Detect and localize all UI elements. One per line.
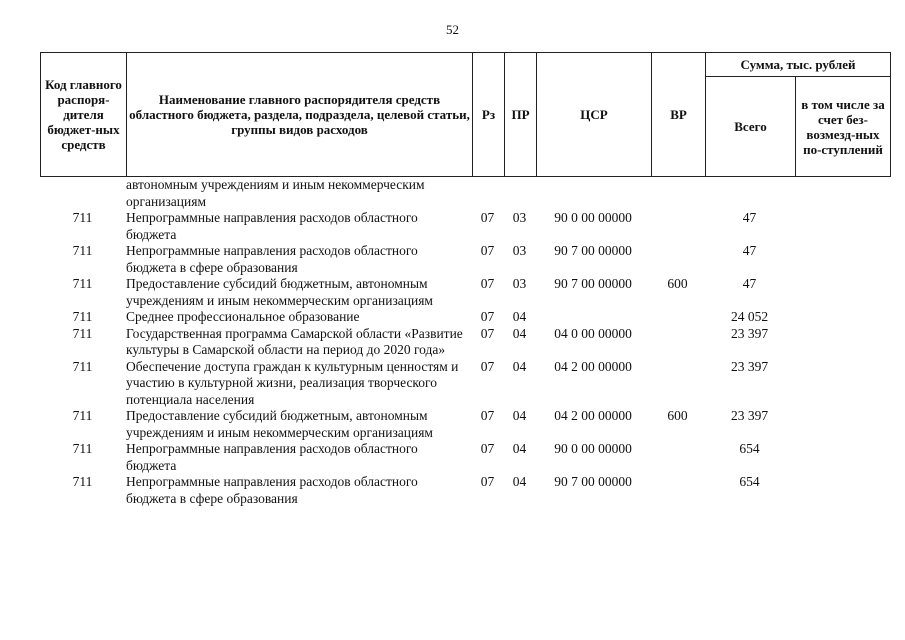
cell-pr: 03 (512, 210, 527, 225)
cell-csr: 90 7 00 00000 (554, 243, 632, 258)
cell-rz: 07 (480, 358, 495, 374)
header-pr: ПР (505, 53, 537, 177)
table-row (40, 177, 890, 210)
table-row (40, 408, 890, 441)
cell-name: Предоставление субсидий бюджетным, автономным учреждениям и иным некоммерческим организациям (126, 276, 433, 308)
cell-pr: 03 (512, 243, 527, 258)
header-name: Наименование главного распорядителя средств областного бюджета, раздела, подраздела, целевой статьи, группы видов расходов (127, 53, 473, 177)
cell-total: 23 397 (730, 358, 769, 374)
header-vr: ВР (652, 53, 706, 177)
cell-csr: 90 7 00 00000 (554, 276, 632, 291)
cell-total: 47 (742, 276, 757, 291)
cell-code: 711 (72, 276, 93, 291)
header-code: Код главного распоря-дителя бюджет-ных средств (41, 53, 127, 177)
cell-total: 654 (739, 474, 760, 489)
cell-name: Предоставление субсидий бюджетным, автономным учреждениям и иным некоммерческим организациям (126, 408, 433, 440)
cell-csr: 90 0 00 00000 (554, 441, 632, 456)
cell-name: Непрограммные направления расходов областного бюджета в сфере образования (126, 243, 418, 275)
cell-code: 711 (72, 474, 93, 489)
cell-code: 711 (72, 408, 93, 423)
cell-csr: 90 0 00 00000 (554, 210, 632, 225)
cell-rz: 07 (480, 325, 495, 341)
cell-name: автономным учреждениям и иным некоммерческим организациям (126, 177, 425, 209)
table-row (40, 243, 890, 276)
header-csr: ЦСР (537, 53, 652, 177)
table-row (40, 326, 890, 359)
cell-pr: 04 (512, 325, 527, 341)
cell-name: Государственная программа Самарской области «Развитие культуры в Самарской области на период до 2020 года» (126, 325, 463, 357)
cell-rz: 07 (480, 408, 495, 423)
cell-code: 711 (72, 358, 93, 374)
cell-rz: 07 (480, 309, 495, 324)
table-row (40, 210, 890, 243)
cell-code: 711 (72, 243, 93, 258)
header-total: Всего (706, 77, 796, 177)
cell-name: Среднее профессиональное образование (126, 309, 360, 324)
cell-name: Непрограммные направления расходов областного бюджета (126, 441, 418, 473)
table-row (40, 441, 890, 474)
cell-name: Непрограммные направления расходов областного бюджета (126, 210, 418, 242)
cell-total: 654 (739, 441, 760, 456)
header-rz: Рз (473, 53, 505, 177)
table-row (40, 359, 890, 409)
cell-code: 711 (72, 441, 93, 456)
cell-name: Непрограммные направления расходов областного бюджета в сфере образования (126, 474, 418, 506)
cell-rz: 07 (480, 276, 495, 291)
cell-rz: 07 (480, 243, 495, 258)
cell-total: 47 (742, 210, 757, 225)
cell-total: 47 (742, 243, 757, 258)
cell-code: 711 (72, 325, 93, 341)
cell-pr: 04 (512, 309, 527, 324)
cell-code: 711 (72, 309, 93, 324)
cell-total: 23 397 (730, 408, 769, 423)
cell-vr: 600 (667, 408, 688, 423)
cell-csr: 04 2 00 00000 (554, 358, 632, 374)
table-row (40, 276, 890, 309)
cell-csr: 04 2 00 00000 (554, 408, 632, 423)
header-bezv: в том числе за счет без-возмезд-ных по-ступлений (796, 77, 891, 177)
cell-pr: 04 (512, 358, 527, 374)
cell-pr: 04 (512, 474, 527, 489)
cell-csr: 04 0 00 00000 (554, 325, 632, 341)
cell-pr: 03 (512, 276, 527, 291)
cell-total: 24 052 (730, 309, 769, 324)
cell-csr: 90 7 00 00000 (554, 474, 632, 489)
cell-pr: 04 (512, 408, 527, 423)
page-number: 52 (446, 22, 459, 37)
cell-rz: 07 (480, 474, 495, 489)
cell-rz: 07 (480, 210, 495, 225)
header-sum: Сумма, тыс. рублей (706, 53, 891, 77)
cell-name: Обеспечение доступа граждан к культурным ценностям и участию в культурной жизни, реализация творческого потенциала населения (126, 358, 459, 407)
cell-total: 23 397 (730, 325, 769, 341)
table-row (40, 309, 890, 326)
table-row (40, 474, 890, 507)
cell-code: 711 (72, 210, 93, 225)
cell-pr: 04 (512, 441, 527, 456)
cell-rz: 07 (480, 441, 495, 456)
table-body (40, 177, 890, 507)
cell-vr: 600 (667, 276, 688, 291)
table-header (40, 52, 891, 177)
